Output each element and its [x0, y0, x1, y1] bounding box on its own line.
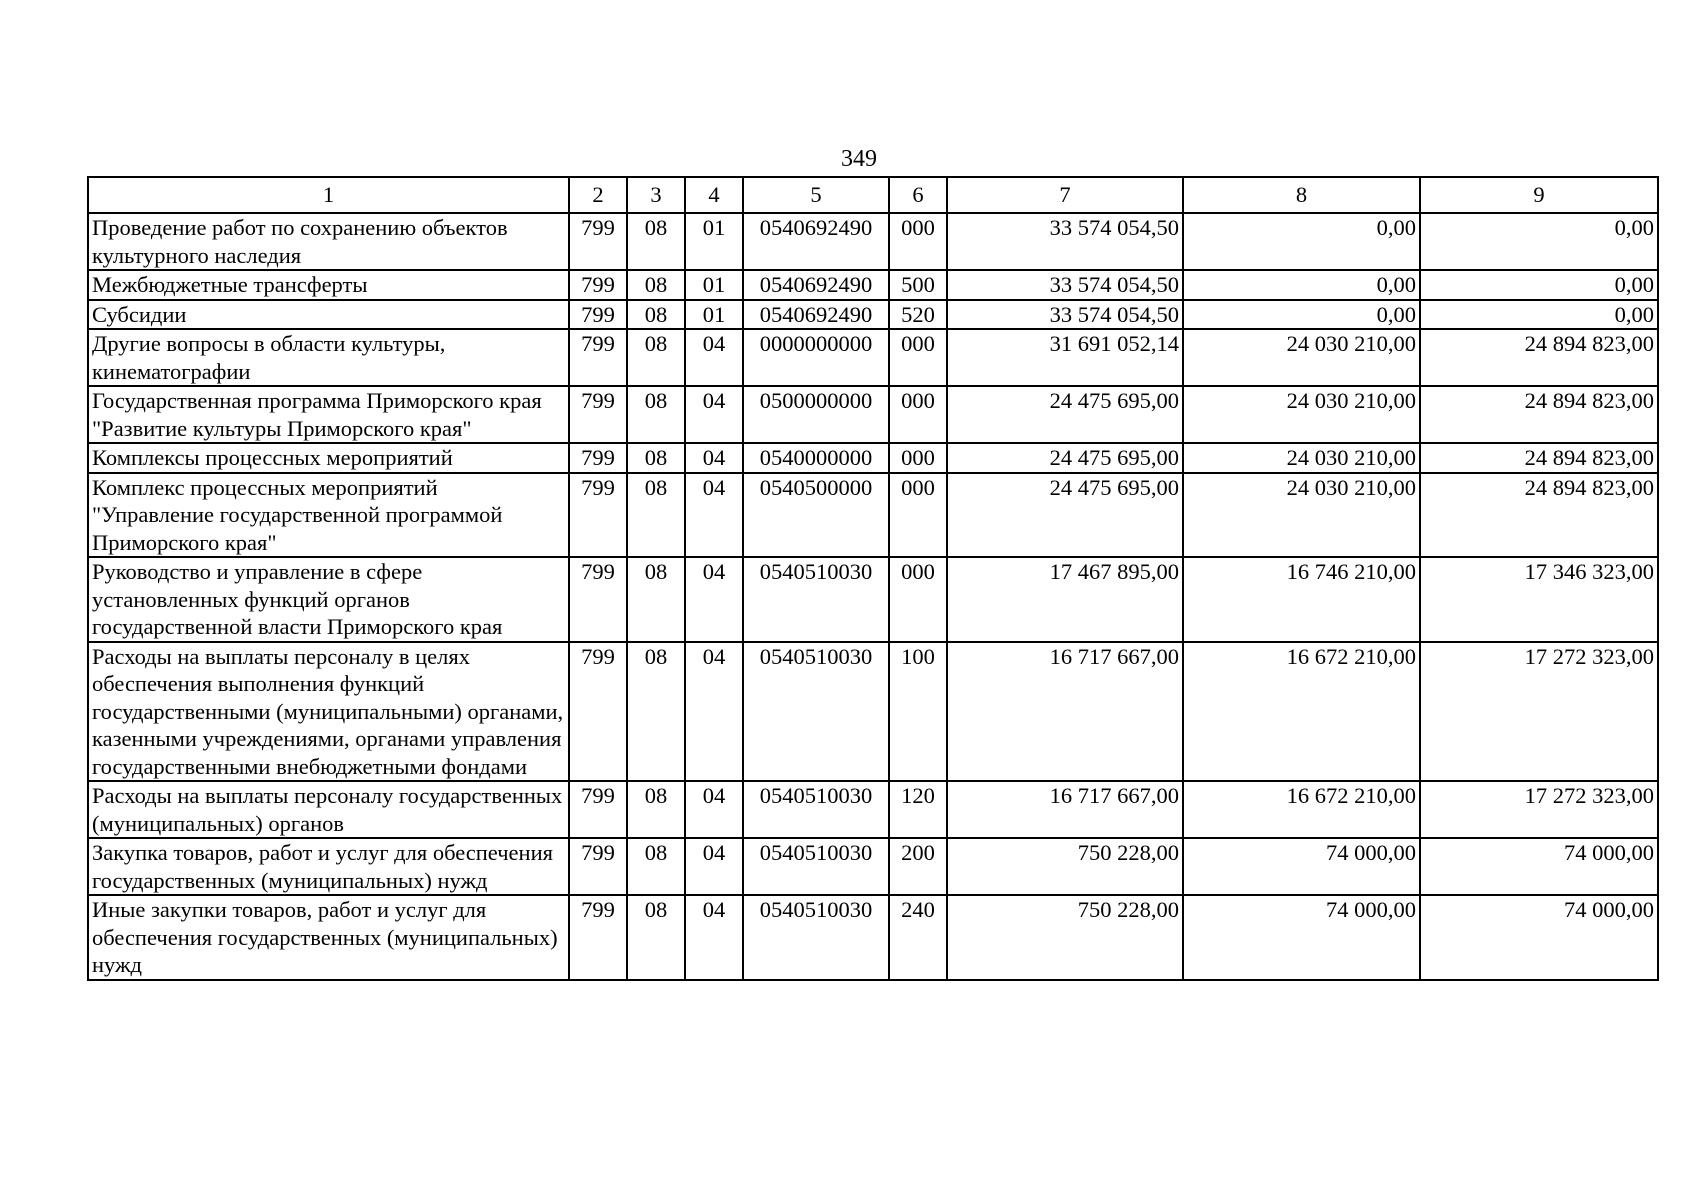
header-row: [88, 177, 1658, 213]
amount-col8-cell: 24 030 210,00: [1183, 386, 1420, 443]
column-header: 6: [889, 177, 947, 213]
amount-col7-cell: 750 228,00: [947, 895, 1183, 980]
section-code-cell: 08: [627, 386, 685, 443]
subsection-code-cell: 04: [685, 443, 743, 473]
target-article-cell: 0540500000: [743, 473, 889, 558]
amount-col8-cell: 16 672 210,00: [1183, 781, 1420, 838]
amount-col7-cell: 33 574 054,50: [947, 270, 1183, 300]
target-article-cell: 0540510030: [743, 895, 889, 980]
amount-col9-cell: 24 894 823,00: [1420, 329, 1658, 386]
table-row: [88, 557, 1658, 642]
column-header: 5: [743, 177, 889, 213]
section-code-cell: 08: [627, 270, 685, 300]
amount-col7-cell: 24 475 695,00: [947, 473, 1183, 558]
amount-col8-cell: 74 000,00: [1183, 895, 1420, 980]
table-row: [88, 300, 1658, 330]
subsection-code-cell: 01: [685, 270, 743, 300]
target-article-cell: 0540692490: [743, 270, 889, 300]
amount-col8-cell: 74 000,00: [1183, 838, 1420, 895]
section-code-cell: 08: [627, 443, 685, 473]
amount-col9-cell: 24 894 823,00: [1420, 443, 1658, 473]
table-row: [88, 443, 1658, 473]
page-number: 349: [841, 146, 877, 172]
ministry-code-cell: 799: [569, 213, 627, 270]
section-code-cell: 08: [627, 895, 685, 980]
amount-col9-cell: 74 000,00: [1420, 838, 1658, 895]
expense-type-cell: 000: [889, 443, 947, 473]
amount-col9-cell: 17 346 323,00: [1420, 557, 1658, 642]
ministry-code-cell: 799: [569, 557, 627, 642]
expense-type-cell: 500: [889, 270, 947, 300]
table-row: [88, 781, 1658, 838]
ministry-code-cell: 799: [569, 329, 627, 386]
subsection-code-cell: 04: [685, 781, 743, 838]
ministry-code-cell: 799: [569, 642, 627, 782]
table-row: [88, 838, 1658, 895]
ministry-code-cell: 799: [569, 781, 627, 838]
subsection-code-cell: 04: [685, 838, 743, 895]
target-article-cell: 0540000000: [743, 443, 889, 473]
amount-col8-cell: 16 746 210,00: [1183, 557, 1420, 642]
column-header: 1: [88, 177, 569, 213]
target-article-cell: 0540692490: [743, 213, 889, 270]
amount-col8-cell: 0,00: [1183, 300, 1420, 330]
column-header: 8: [1183, 177, 1420, 213]
section-code-cell: 08: [627, 557, 685, 642]
amount-col7-cell: 33 574 054,50: [947, 300, 1183, 330]
table-row: [88, 386, 1658, 443]
section-code-cell: 08: [627, 473, 685, 558]
ministry-code-cell: 799: [569, 838, 627, 895]
expense-type-cell: 000: [889, 473, 947, 558]
subsection-code-cell: 04: [685, 386, 743, 443]
amount-col9-cell: 0,00: [1420, 270, 1658, 300]
subsection-code-cell: 04: [685, 557, 743, 642]
expense-type-cell: 000: [889, 386, 947, 443]
target-article-cell: 0540510030: [743, 642, 889, 782]
amount-col7-cell: 24 475 695,00: [947, 386, 1183, 443]
budget-table: [87, 176, 1659, 981]
item-name-cell: Закупка товаров, работ и услуг для обеспечения государственных (муниципальных) нужд: [88, 838, 569, 895]
subsection-code-cell: 01: [685, 300, 743, 330]
section-code-cell: 08: [627, 329, 685, 386]
target-article-cell: 0540510030: [743, 781, 889, 838]
column-header: 9: [1420, 177, 1658, 213]
ministry-code-cell: 799: [569, 386, 627, 443]
expense-type-cell: 120: [889, 781, 947, 838]
table-row: [88, 270, 1658, 300]
item-name-cell: Комплексы процессных мероприятий: [88, 443, 569, 473]
column-header: 4: [685, 177, 743, 213]
amount-col7-cell: 16 717 667,00: [947, 781, 1183, 838]
amount-col9-cell: 24 894 823,00: [1420, 386, 1658, 443]
item-name-cell: Расходы на выплаты персоналу в целях обеспечения выполнения функций государственными (муниципальными) органами, казенными учреждениями, органами управления государственными внебюджетными фондами: [88, 642, 569, 782]
amount-col7-cell: 33 574 054,50: [947, 213, 1183, 270]
amount-col8-cell: 24 030 210,00: [1183, 443, 1420, 473]
target-article-cell: 0540510030: [743, 557, 889, 642]
amount-col7-cell: 16 717 667,00: [947, 642, 1183, 782]
table-row: [88, 473, 1658, 558]
section-code-cell: 08: [627, 213, 685, 270]
table-row: [88, 213, 1658, 270]
expense-type-cell: 000: [889, 329, 947, 386]
target-article-cell: 0540510030: [743, 838, 889, 895]
amount-col8-cell: 16 672 210,00: [1183, 642, 1420, 782]
table-row: [88, 895, 1658, 980]
amount-col8-cell: 24 030 210,00: [1183, 329, 1420, 386]
amount-col7-cell: 31 691 052,14: [947, 329, 1183, 386]
expense-type-cell: 520: [889, 300, 947, 330]
ministry-code-cell: 799: [569, 473, 627, 558]
column-header: 3: [627, 177, 685, 213]
amount-col7-cell: 17 467 895,00: [947, 557, 1183, 642]
subsection-code-cell: 04: [685, 642, 743, 782]
expense-type-cell: 000: [889, 213, 947, 270]
item-name-cell: Межбюджетные трансферты: [88, 270, 569, 300]
amount-col7-cell: 24 475 695,00: [947, 443, 1183, 473]
amount-col9-cell: 17 272 323,00: [1420, 781, 1658, 838]
item-name-cell: Субсидии: [88, 300, 569, 330]
expense-type-cell: 000: [889, 557, 947, 642]
item-name-cell: Руководство и управление в сфере установленных функций органов государственной власти Приморского края: [88, 557, 569, 642]
subsection-code-cell: 04: [685, 329, 743, 386]
amount-col9-cell: 17 272 323,00: [1420, 642, 1658, 782]
target-article-cell: 0500000000: [743, 386, 889, 443]
subsection-code-cell: 04: [685, 895, 743, 980]
amount-col7-cell: 750 228,00: [947, 838, 1183, 895]
table-body: [88, 213, 1658, 980]
expense-type-cell: 240: [889, 895, 947, 980]
subsection-code-cell: 04: [685, 473, 743, 558]
amount-col8-cell: 0,00: [1183, 270, 1420, 300]
section-code-cell: 08: [627, 642, 685, 782]
ministry-code-cell: 799: [569, 895, 627, 980]
amount-col9-cell: 24 894 823,00: [1420, 473, 1658, 558]
amount-col9-cell: 0,00: [1420, 213, 1658, 270]
amount-col9-cell: 0,00: [1420, 300, 1658, 330]
item-name-cell: Проведение работ по сохранению объектов культурного наследия: [88, 213, 569, 270]
target-article-cell: 0000000000: [743, 329, 889, 386]
ministry-code-cell: 799: [569, 443, 627, 473]
ministry-code-cell: 799: [569, 270, 627, 300]
target-article-cell: 0540692490: [743, 300, 889, 330]
item-name-cell: Государственная программа Приморского края "Развитие культуры Приморского края": [88, 386, 569, 443]
item-name-cell: Расходы на выплаты персоналу государственных (муниципальных) органов: [88, 781, 569, 838]
item-name-cell: Другие вопросы в области культуры, кинематографии: [88, 329, 569, 386]
column-header: 7: [947, 177, 1183, 213]
section-code-cell: 08: [627, 300, 685, 330]
expense-type-cell: 200: [889, 838, 947, 895]
amount-col8-cell: 0,00: [1183, 213, 1420, 270]
column-header: 2: [569, 177, 627, 213]
amount-col9-cell: 74 000,00: [1420, 895, 1658, 980]
item-name-cell: Иные закупки товаров, работ и услуг для обеспечения государственных (муниципальных) нужд: [88, 895, 569, 980]
ministry-code-cell: 799: [569, 300, 627, 330]
section-code-cell: 08: [627, 781, 685, 838]
amount-col8-cell: 24 030 210,00: [1183, 473, 1420, 558]
expense-type-cell: 100: [889, 642, 947, 782]
item-name-cell: Комплекс процессных мероприятий "Управление государственной программой Приморского края": [88, 473, 569, 558]
subsection-code-cell: 01: [685, 213, 743, 270]
table-row: [88, 329, 1658, 386]
section-code-cell: 08: [627, 838, 685, 895]
table-row: [88, 642, 1658, 782]
